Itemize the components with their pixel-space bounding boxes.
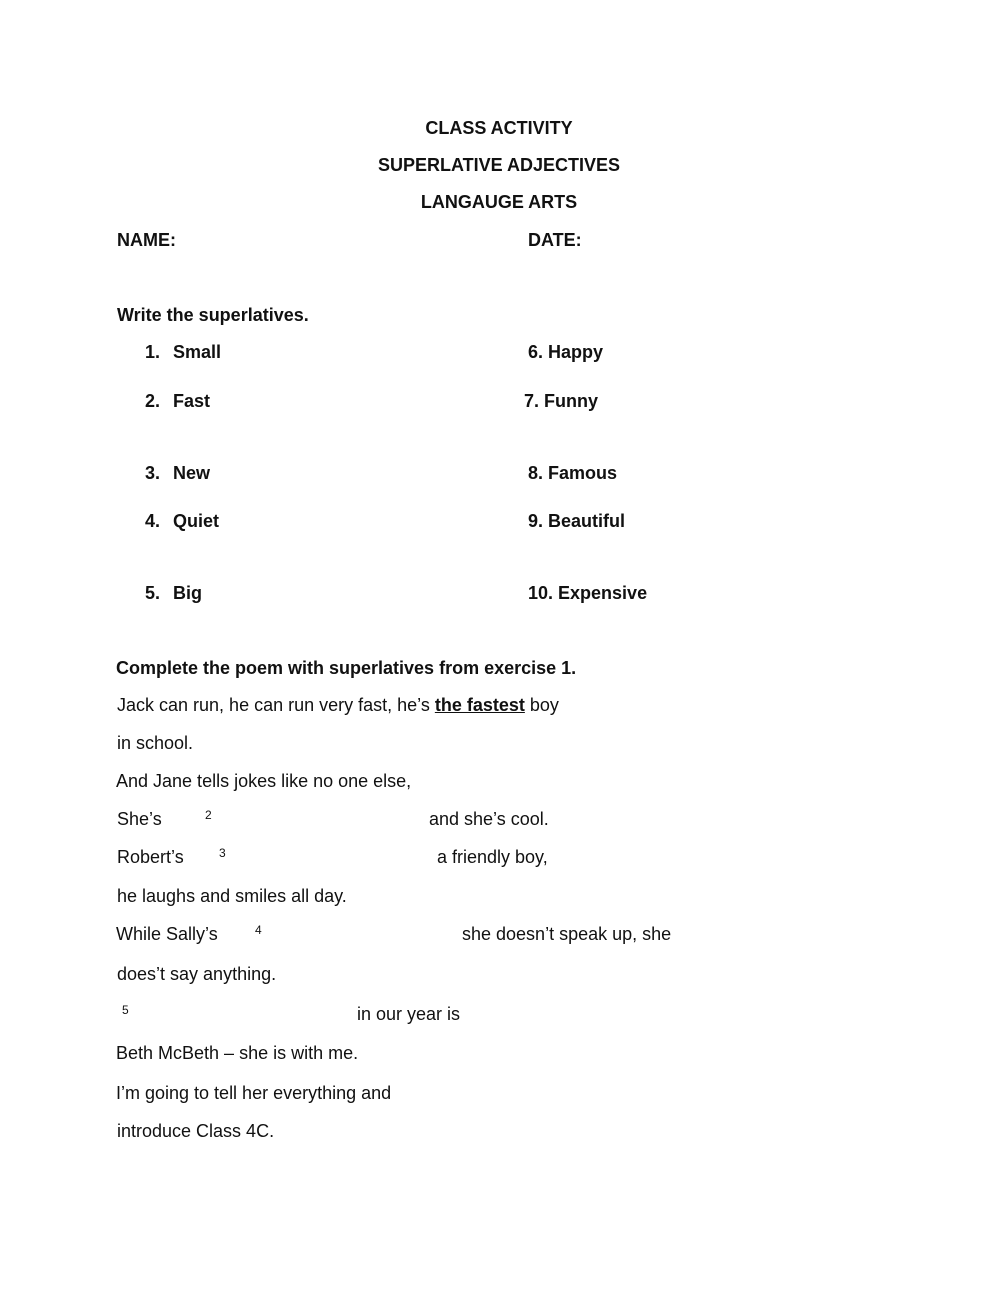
- gap-number-3: 3: [219, 846, 226, 860]
- poem-line: Robert’s: [117, 847, 184, 867]
- poem-line: in our year is: [357, 1004, 461, 1024]
- item-number: 4.: [145, 511, 161, 531]
- list-item: [145, 342, 221, 363]
- list-item: 6. Happy: [528, 342, 604, 362]
- list-item: 9. Beautiful: [528, 511, 626, 531]
- poem-text: boy: [524, 695, 559, 715]
- poem-line: [117, 695, 559, 716]
- item-word: New: [173, 463, 211, 483]
- gap-number-4: 4: [255, 923, 262, 937]
- poem-line: introduce Class 4C.: [117, 1121, 275, 1141]
- list-item: 10. Expensive: [528, 583, 648, 603]
- list-item: 8. Famous: [528, 463, 618, 483]
- poem-text: Jack can run, he can run very fast, he’s: [117, 695, 435, 715]
- exercise2-instruction: Complete the poem with superlatives from exercise 1.: [116, 658, 577, 678]
- gap-number-2: 2: [205, 808, 212, 822]
- item-number: 5.: [145, 583, 161, 603]
- poem-line: does’t say anything.: [117, 964, 277, 984]
- list-item: [145, 583, 202, 604]
- poem-line: While Sally’s: [116, 924, 218, 944]
- name-label: NAME:: [117, 230, 176, 250]
- item-number: 2.: [145, 391, 161, 411]
- poem-line: he laughs and smiles all day.: [117, 886, 347, 906]
- list-item: 7. Funny: [524, 391, 599, 411]
- poem-line: I’m going to tell her everything and: [116, 1083, 392, 1103]
- poem-line: she doesn’t speak up, she: [462, 924, 672, 944]
- item-word: Small: [173, 342, 222, 362]
- title-class-activity: CLASS ACTIVITY: [425, 118, 573, 138]
- poem-line: and she’s cool.: [429, 809, 549, 829]
- list-item: [145, 391, 210, 412]
- exercise1-instruction: Write the superlatives.: [117, 305, 309, 325]
- date-label: DATE:: [528, 230, 582, 250]
- poem-line: Beth McBeth – she is with me.: [116, 1043, 359, 1063]
- poem-line: And Jane tells jokes like no one else,: [116, 771, 412, 791]
- poem-line: a friendly boy,: [437, 847, 548, 867]
- item-word: Quiet: [173, 511, 220, 531]
- list-item: [145, 463, 210, 484]
- item-word: Big: [173, 583, 203, 603]
- gap-number-5: 5: [122, 1003, 129, 1017]
- example-answer: the fastest: [434, 695, 525, 715]
- list-item: [145, 511, 219, 532]
- item-number: 1.: [145, 342, 161, 362]
- poem-line: in school.: [117, 733, 194, 753]
- poem-line: She’s: [117, 809, 162, 829]
- title-superlative-adjectives: SUPERLATIVE ADJECTIVES: [377, 155, 621, 175]
- title-language-arts: LANGAUGE ARTS: [420, 192, 578, 212]
- item-number: 3.: [145, 463, 161, 483]
- item-word: Fast: [173, 391, 211, 411]
